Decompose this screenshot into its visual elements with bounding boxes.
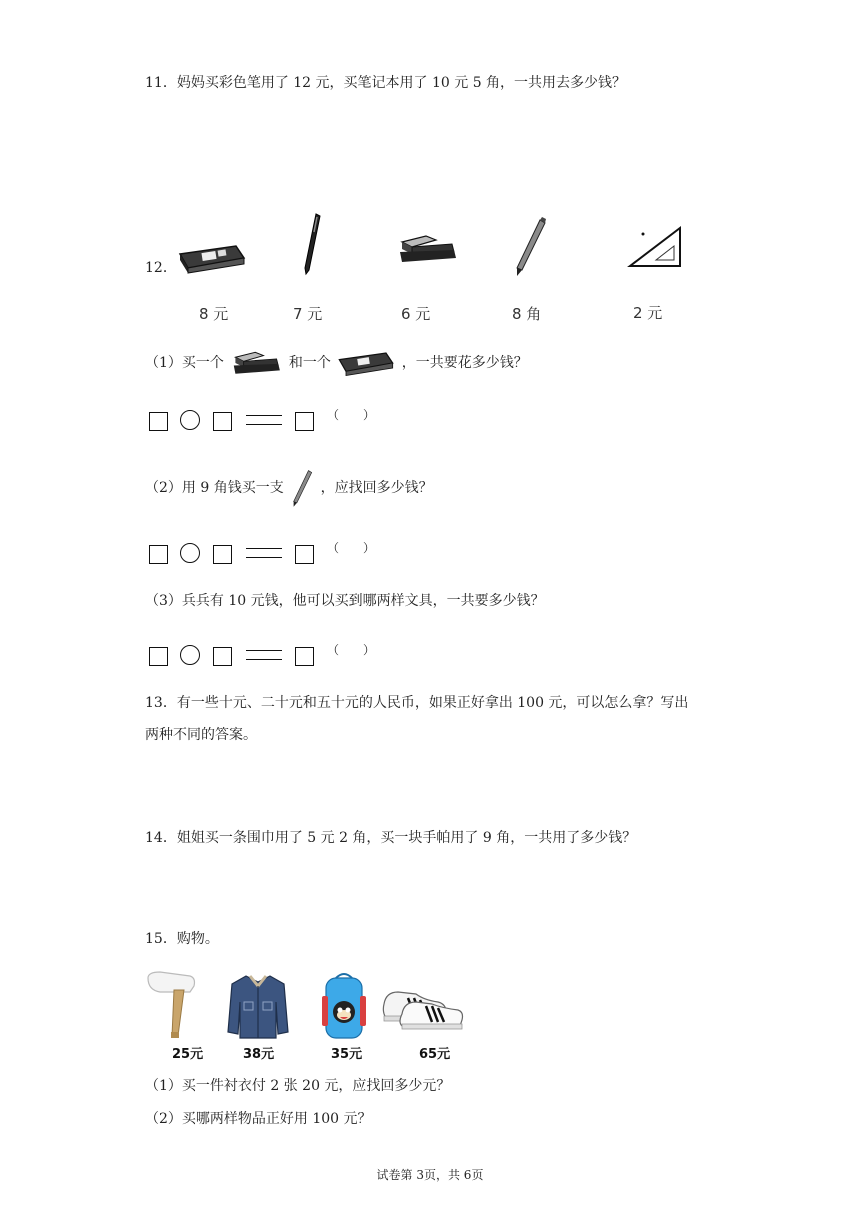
sneakers-icon xyxy=(380,976,464,1036)
question-13-line1: 13．有一些十元、二十元和五十元的人民币，如果正好拿出 100 元，可以怎么拿？写出 xyxy=(145,695,689,711)
question-15-sub2: （2）买哪两样物品正好用 100 元？ xyxy=(145,1111,372,1127)
equals-sign xyxy=(246,415,282,425)
operator-circle[interactable] xyxy=(180,645,200,665)
stapler-icon xyxy=(228,349,284,377)
unit-parentheses[interactable]: （ ） xyxy=(327,541,376,555)
item-price: 8 元 xyxy=(199,305,229,323)
item-price: 7 元 xyxy=(293,305,323,323)
item-price: 6 元 xyxy=(401,305,431,323)
question-12-number: 12． xyxy=(145,260,177,276)
answer-formula xyxy=(149,410,389,436)
pen-icon xyxy=(300,212,324,276)
hair-dryer-icon xyxy=(144,970,200,1042)
sub1-text-b: 和一个 xyxy=(288,355,331,371)
page-footer: 试卷第 3页，共 6页 xyxy=(376,1168,484,1182)
unit-parentheses[interactable]: （ ） xyxy=(327,408,376,422)
question-14: 14．姐姐买一条围巾用了 5 元 2 角，买一块手帕用了 9 角，一共用了多少钱？ xyxy=(145,830,637,846)
answer-box[interactable] xyxy=(149,412,168,431)
operator-circle[interactable] xyxy=(180,543,200,563)
sub2-text-a: （2）用 9 角钱买一支 xyxy=(145,480,284,496)
item-price: 38元 xyxy=(243,1047,275,1062)
sub2-text-b: ，应找回多少钱？ xyxy=(320,480,433,496)
question-13-line2: 两种不同的答案。 xyxy=(145,727,257,743)
answer-formula xyxy=(149,645,389,671)
stapler-icon xyxy=(396,232,458,266)
answer-box[interactable] xyxy=(213,545,232,564)
pencil-icon xyxy=(512,216,548,278)
jacket-icon xyxy=(226,972,290,1042)
answer-box[interactable] xyxy=(295,545,314,564)
answer-box[interactable] xyxy=(295,412,314,431)
question-12-sub2 xyxy=(145,468,433,508)
pencil-case-icon xyxy=(176,240,248,276)
answer-box[interactable] xyxy=(213,412,232,431)
item-price: 8 角 xyxy=(512,305,542,323)
backpack-icon xyxy=(318,970,370,1042)
item-price: 25元 xyxy=(172,1047,204,1062)
answer-formula xyxy=(149,543,389,569)
sub1-text-c: ，一共要花多少钱？ xyxy=(401,355,528,371)
answer-box[interactable] xyxy=(295,647,314,666)
equals-sign xyxy=(246,548,282,558)
question-12-sub1 xyxy=(145,348,528,378)
answer-box[interactable] xyxy=(149,545,168,564)
equals-sign xyxy=(246,650,282,660)
question-15-sub1: （1）买一件衬衣付 2 张 20 元，应找回多少元？ xyxy=(145,1078,451,1094)
question-15-title: 15．购物。 xyxy=(145,931,219,947)
answer-box[interactable] xyxy=(213,647,232,666)
pencil-case-icon xyxy=(335,348,397,378)
question-11: 11．妈妈买彩色笔用了 12 元，买笔记本用了 10 元 5 角，一共用去多少钱？ xyxy=(145,75,627,91)
triangle-ruler-icon xyxy=(626,222,684,270)
operator-circle[interactable] xyxy=(180,410,200,430)
item-price: 35元 xyxy=(331,1047,363,1062)
answer-box[interactable] xyxy=(149,647,168,666)
unit-parentheses[interactable]: （ ） xyxy=(327,643,376,657)
sub1-text-a: （1）买一个 xyxy=(145,355,224,371)
pencil-icon xyxy=(288,468,316,508)
question-12-sub3: （3）兵兵有 10 元钱，他可以买到哪两样文具，一共要多少钱？ xyxy=(145,593,545,609)
item-price: 2 元 xyxy=(633,304,663,322)
item-price: 65元 xyxy=(419,1047,451,1062)
